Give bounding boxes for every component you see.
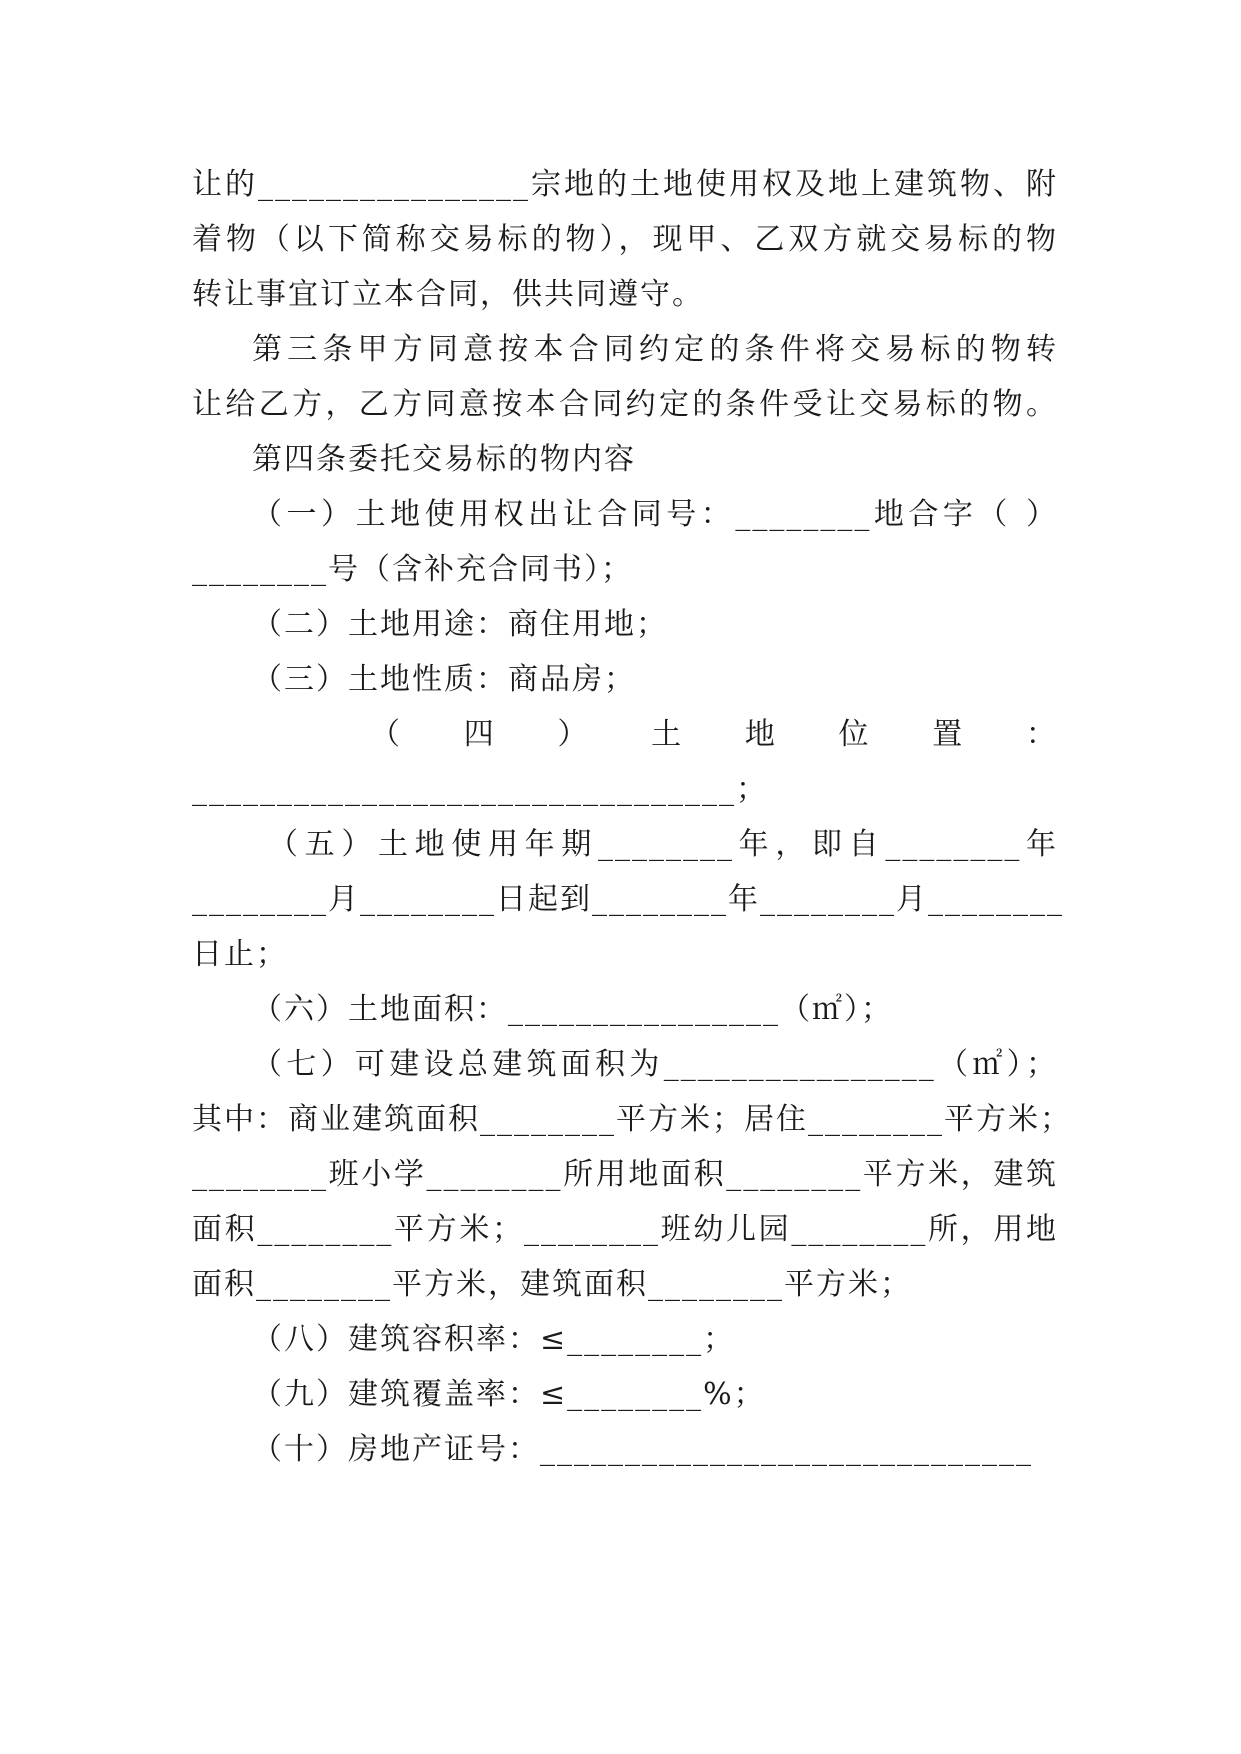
- item-10-line: （十）房地产证号：_____________________________: [252, 1432, 1033, 1467]
- paragraph-line: 其中：商业建筑面积________平方米；居住________平方米；: [192, 1102, 1072, 1137]
- paragraph-line: 转让事宜订立本合同，供共同遵守。: [192, 277, 704, 312]
- item-2-line: （二）土地用途：商住用地；: [252, 607, 668, 642]
- item-3-line: （三）土地性质：商品房；: [252, 662, 636, 697]
- item-4-part: 四: [463, 717, 496, 752]
- item-4-part: 置: [932, 717, 965, 752]
- paragraph-line: 面积________平方米；________班幼儿园________所，用地: [192, 1212, 1058, 1247]
- paragraph-line: 让给乙方，乙方同意按本合同约定的条件受让交易标的物。: [192, 387, 1058, 422]
- item-4-part: 土: [651, 717, 684, 752]
- paragraph-line: 着物（以下简称交易标的物），现甲、乙双方就交易标的物: [192, 222, 1058, 257]
- item-4-part: （: [370, 717, 402, 752]
- item-4-part: ）: [557, 717, 590, 752]
- item-7-line: （七）可建设总建筑面积为________________（㎡）；: [252, 1047, 1058, 1082]
- paragraph-line: ________月________日起到________年________月________: [192, 882, 1064, 917]
- article-4-heading: 第四条委托交易标的物内容: [252, 442, 636, 477]
- item-4-part: 位: [838, 717, 871, 752]
- item-8-line: （八）建筑容积率：≤________；: [252, 1322, 736, 1357]
- item-4-part: ：: [1025, 717, 1058, 752]
- item-9-line: （九）建筑覆盖率：≤________%；: [252, 1377, 766, 1412]
- paragraph-line: 面积________平方米，建筑面积________平方米；: [192, 1267, 912, 1302]
- article-3-line: 第三条甲方同意按本合同约定的条件将交易标的物转: [252, 332, 1058, 367]
- item-6-line: （六）土地面积：________________（㎡）；: [252, 992, 893, 1027]
- item-4-part: 地: [744, 717, 777, 752]
- paragraph-line: 日止；: [192, 937, 288, 972]
- paragraph-line: 让的________________宗地的土地使用权及地上建筑物、附: [192, 167, 1058, 202]
- item-4-line: [370, 710, 1058, 760]
- paragraph-line: ________班小学________所用地面积________平方米，建筑: [192, 1157, 1058, 1192]
- item-5-line: （五）土地使用年期________年，即自________年: [268, 827, 1058, 862]
- item-4-blank-line: ________________________________；: [192, 772, 768, 807]
- paragraph-line: ________号（含补充合同书）；: [192, 552, 633, 587]
- item-1-line: （一）土地使用权出让合同号：________地合字（ ）: [252, 497, 1058, 532]
